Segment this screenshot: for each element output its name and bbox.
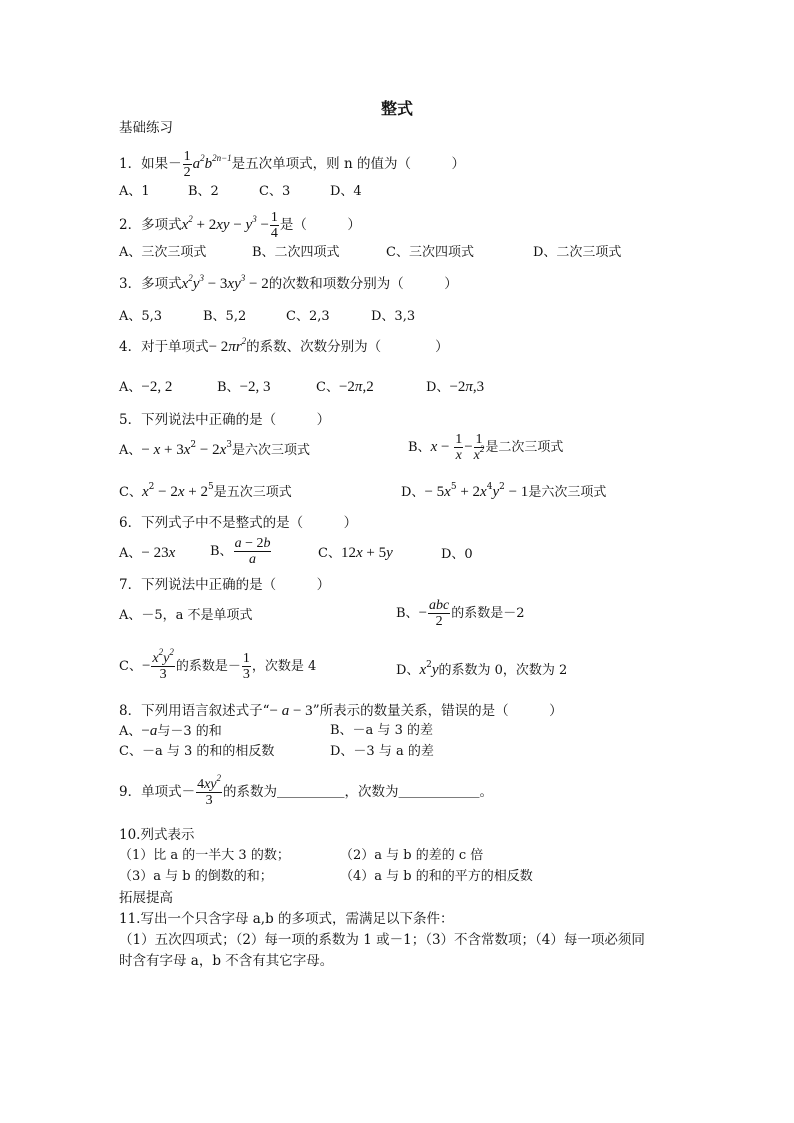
q10-item-1: （1）比 a 的一半大 3 的数； [119,848,290,863]
q1-option-a: A、1 [119,184,150,199]
q2-option-d: D、二次三项式 [533,245,622,260]
question-1 [119,149,465,180]
q5-option-c: C、$x^2 - 2x + 2^5$是五次三项式 [119,482,292,500]
q3-option-b: B、5,2 [203,309,247,324]
q1-option-b: B、2 [188,184,219,199]
q5-option-b: B、x − $\frac{1}{x}$ − $\frac{1}{x^2}$ 是二次三项式 [408,432,564,463]
question-7: 7．下列说法中正确的是（ ） [119,577,331,593]
q3-suffix: 的次数和项数分别为（ ） [268,276,458,292]
question-9: 9．单项式－ $\frac{4xy^2}{3}$ 的系数为＿＿＿＿＿，次数为＿＿＿＿＿＿。 [119,773,494,808]
q6-option-a: A、− 23x [119,545,176,561]
q1-expression: $a^2b^{2n-1}$ [192,153,232,172]
question-11-line-3: 时含有字母 a，b 不含有其它字母。 [119,953,334,969]
q2-option-b: B、二次四项式 [252,245,340,260]
q8-option-a: A、−a与－3 的和 [119,723,222,739]
q3-option-c: C、2,3 [286,309,330,324]
q6-option-d: D、0 [441,547,473,562]
q7-option-a: A、－5，a 不是单项式 [119,608,253,623]
q2-suffix: 是（ ） [279,217,361,233]
q1-fraction: $\frac{1}{2}$ [183,149,191,180]
q4-option-d: D、−2π,3 [426,379,485,395]
question-4 [119,338,449,356]
q6-option-b: B、 $\frac{a - 2b}{a}$ [210,536,271,567]
q10-item-2: （2）a 与 b 的差的 c 倍 [340,848,484,863]
q8-option-b: B、－a 与 3 的差 [330,723,433,738]
question-8: 8．下列用语言叙述式子“− a − 3”所表示的数量关系，错误的是（ ） [119,703,563,719]
q2-prefix: 2．多项式 [119,217,182,233]
q4-option-c: C、−2π,2 [316,379,374,395]
q4-expression: − $2\pi r^2$ [208,336,247,355]
q1-option-d: D、4 [330,184,362,199]
question-10: 10.列式表示 [119,827,195,843]
q3-option-a: A、5,3 [119,309,163,324]
q1-prefix: 1．如果－ [119,156,182,172]
q5-option-d: D、− $5x^5 + 2x^4y^2 - 1$是六次三项式 [401,482,607,500]
q4-suffix: 的系数、次数分别为（ ） [246,339,449,355]
q2-expression: $x^2 + 2xy - y^3$ − [181,214,269,233]
q2-option-a: A、三次三项式 [119,245,207,260]
q6-option-c: C、12x + 5y [318,545,393,561]
q8-option-c: C、－a 与 3 的和的相反数 [119,744,275,759]
q4-prefix: 4．对于单项式 [119,339,209,355]
q10-item-3: （3）a 与 b 的倒数的和； [119,869,273,884]
question-11: 11.写出一个只含字母 a,b 的多项式，需满足以下条件： [119,911,454,927]
question-5: 5．下列说法中正确的是（ ） [119,412,331,428]
q3-expression: $x^2y^3 - 3xy^3 - 2$ [181,273,269,292]
question-3 [119,275,458,293]
q5-option-a: A、− $x + 3x^2 - 2x^3$是六次三项式 [119,440,311,458]
q4-option-a: A、−2, 2 [119,379,173,395]
q3-option-d: D、3,3 [371,309,416,324]
page-title: 整式 [380,99,413,118]
question-2 [119,210,361,241]
q2-fraction: $\frac{1}{4}$ [270,210,278,241]
q7-option-d: D、$x^2y$的系数为 0，次数为 2 [396,660,568,678]
section-basic: 基础练习 [119,120,173,136]
q1-option-c: C、3 [259,184,291,199]
q4-option-b: B、−2, 3 [217,379,271,395]
question-6: 6．下列式子中不是整式的是（ ） [119,515,358,531]
section-extension: 拓展提高 [119,890,173,906]
q8-option-d: D、－3 与 a 的差 [330,744,434,759]
q7-option-c: C、− $\frac{x^2y^2}{3}$ 的系数是－ $\frac{1}{3}$ ，次数是 4 [119,647,317,682]
q2-option-c: C、三次四项式 [386,245,474,260]
q3-prefix: 3．多项式 [119,276,182,292]
q1-suffix: 是五次单项式，则 n 的值为（ ） [231,156,465,172]
q7-option-b: B、− $\frac{\text{abc}}{2}$ 的系数是－2 [396,598,525,629]
q10-item-4: （4）a 与 b 的和的平方的相反数 [340,869,533,884]
question-11-line-2: （1）五次四项式；（2）每一项的系数为 1 或－1；（3）不含常数项；（4）每一项必须同 [119,932,645,948]
